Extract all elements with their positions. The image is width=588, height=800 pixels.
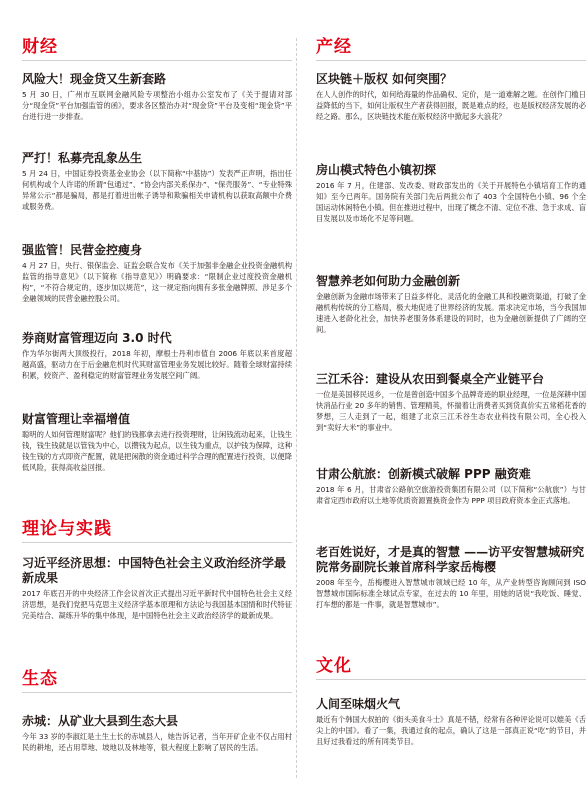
article-summary: 最近有个韩国大叔拍的《街头美食斗士》真是不错，经常有各种评论说可以媲美《舌尖上的中国》。看了一集，我通过食的起点，确认了这是一部真正说“吃”的节目，并且好过我看过的所有同类节目。 (316, 715, 586, 747)
article-title[interactable]: 房山模式特色小镇初探 (316, 163, 437, 177)
section-title: 文化 (316, 656, 352, 676)
article-cash-loan[interactable] (22, 72, 292, 122)
section-rule (22, 542, 292, 543)
article-summary: 4 月 27 日，央行、银保监会、证监会联合发布《关于加强非金融企业投资金融机构监管的指导意见》（以下简称《指导意见》）明确要求：“限制企业过度投资金融机构”，“不符合规定的，逐步加以规范”，这一规定指向拥有多张金融牌照、涉足多个金融领域的民营金融控股公司。 (22, 261, 292, 304)
article-gansu-ppp[interactable] (316, 467, 586, 506)
section-rule (22, 692, 292, 693)
section-header-theory (22, 519, 292, 543)
article-smart-elderly-care[interactable] (316, 274, 586, 335)
article-wealth-management-3[interactable] (22, 331, 292, 381)
article-summary: 2017 年底召开的中央经济工作会议首次正式提出习近平新时代中国特色社会主义经济思想，是我们党把马克思主义经济学基本原理和方法论与我国基本国情和时代特征完美结合、凝练升华的集中体现，是中国特色社会主义政治经济学的最新成果。 (22, 589, 292, 621)
article-title[interactable]: 风险大！现金贷又生新套路 (22, 72, 167, 86)
article-private-fund-shell[interactable] (22, 151, 292, 212)
section-title: 产经 (316, 37, 352, 57)
article-summary: 金融创新为金融市场带来了日益多样化、灵活化的金融工具和投融资渠道，打破了金融机构传统的分工格局，极大地促进了世界经济的发展。需求决定市场，当今我国加速进入老龄化社会，加快养老服务体系建设的同时，也为金融创新提供了广阔的空间。 (316, 292, 586, 335)
section-header-industry (316, 37, 586, 61)
column-divider (296, 38, 297, 778)
article-financial-holding[interactable] (22, 243, 292, 304)
article-fangshan-town[interactable] (316, 163, 586, 224)
article-title[interactable]: 智慧养老如何助力金融创新 (316, 274, 461, 288)
section-header-culture (316, 656, 586, 680)
article-title[interactable]: 强监管！民营金控瘦身 (22, 243, 143, 257)
article-summary: 2016 年 7 月，住建部、发改委、财政部发出的《关于开展特色小镇培育工作的通知》至今已两年。国务院有关部门先后两批公布了 403 个全国特色小镇、96 个全国运动休闲特色小镇。但在推进过程中，出现了概念不清、定位不准、急于求成、盲目发展以及市场化不足等问题。 (316, 181, 586, 224)
article-summary: 今年 33 岁的李淑红是土生土长的赤城县人，她告诉记者，当年开矿企业不仅占用村民的耕地，还占用草地、坡地以及林地等，很大程度上影响了居民的生活。 (22, 732, 292, 753)
section-header-ecology (22, 669, 292, 693)
section-title: 生态 (22, 669, 58, 689)
article-xi-economic-thought[interactable] (22, 556, 292, 621)
article-summary: 聪明的人如何管理财富呢？他们的钱都拿去进行投资理财，让闲钱流动起来，让钱生钱，钱生钱就是以管钱为中心，以攒钱为起点，以生钱为重点，以护钱为保障，这种钱生钱的方式即资产配置，就是把闲散的资金通过科学合理的配置进行投资，以便降低风险，获得高收益回报。 (22, 430, 292, 473)
article-title[interactable]: 三江禾谷：建设从农田到餐桌全产业链平台 (316, 372, 545, 386)
article-summary: 一位是美国移民返乡，一位是曾创造中国多个品牌奇迹的职业经理，一位是深耕中国快消品行业 20 多年的销售、管理精英，怀揣着让消费者买到货真价实五常稻花香的梦想，三人走到了一起，组建了北京三江禾谷生态农业科技有限公司，全心投入到“卖好大米”的事业中。 (316, 390, 586, 433)
article-summary: 2008 年至今，岳梅樱进入智慧城市领域已经 10 年，从产业转型咨询顾问到 ISO 智慧城市国际标准全球试点专家，在过去的 10 年里，用她的话说“我吃饭、睡觉、打车想的都是一件事，就是智慧城市”。 (316, 578, 586, 610)
section-rule (22, 60, 292, 61)
article-title[interactable]: 券商财富管理迈向 3.0 时代 (22, 331, 172, 345)
article-chicheng[interactable] (22, 714, 292, 753)
article-title[interactable]: 财富管理让幸福增值 (22, 412, 131, 426)
article-summary: 5 月 24 日，中国证券投资基金业协会（以下简称“中基协”）发表严正声明，指出任何机构或个人许诺的所谓“包通过”、“协会内部关系保办”、“保壳服务”、“专业特殊异常公示”都是骗局，都是打着进出帐子诱导和欺骗相关申请机构以获取高额中介费或服务费。 (22, 169, 292, 212)
article-wealth-happiness[interactable] (22, 412, 292, 473)
article-summary: 2018 年 6 月，甘肃省公路航空旅游投资集团有限公司（以下简称“公航旅”）与甘肃省定西市政府以土地等优质资源置换资金作为 PPP 项目政府资本金正式落地。 (316, 485, 586, 506)
article-title[interactable]: 人间至味烟火气 (316, 697, 401, 711)
article-blockchain-copyright[interactable] (316, 72, 586, 122)
article-title[interactable]: 严打！私募壳乱象丛生 (22, 151, 143, 165)
article-street-food[interactable] (316, 697, 586, 747)
section-header-finance (22, 37, 292, 61)
article-summary: 在人人创作的时代，如何给海量的作品确权、定价，是一道难解之题。在创作门槛日益降低的当下，如何让版权生产者获得回报，既是难点的经，也是版权经济发展的必经之路。那么，区块链技术能在版权经济中掀起多大浪花？ (316, 90, 586, 122)
article-summary: 作为华尔街两大顶级投行，2018 年初，摩根士丹利市值自 2006 年底以来首度超越高盛，驱动力在于后金融危机时代其财富管理业务发展比较好。随着全球财富持续积累，较资产、盈利稳定的财富管理业务发展空间广阔。 (22, 349, 292, 381)
article-title[interactable]: 赤城：从矿业大县到生态大县 (22, 714, 179, 728)
article-title[interactable]: 老百姓说好，才是真的智慧 ——访平安智慧城研究院常务副院长兼首席科学家岳梅樱 (316, 545, 585, 574)
article-summary: 5 月 30 日，广州市互联网金融风险专项整治小组办公室发布了《关于提请对部分“现金贷”平台加强监管的函》，要求各区整治办对“现金贷”平台及变相“现金贷”平台进行进一步排查。 (22, 90, 292, 122)
section-title: 理论与实践 (22, 519, 112, 539)
article-title[interactable]: 甘肃公航旅：创新模式破解 PPP 融资难 (316, 467, 531, 481)
section-title: 财经 (22, 37, 58, 57)
article-smart-city-interview[interactable] (316, 545, 586, 610)
article-title[interactable]: 区块链＋版权 如何突围？ (316, 72, 453, 86)
article-title[interactable]: 习近平经济思想：中国特色社会主义政治经济学最新成果 (22, 556, 287, 585)
section-rule (316, 60, 586, 61)
article-sanjiang-hegu[interactable] (316, 372, 586, 433)
section-rule (316, 679, 586, 680)
